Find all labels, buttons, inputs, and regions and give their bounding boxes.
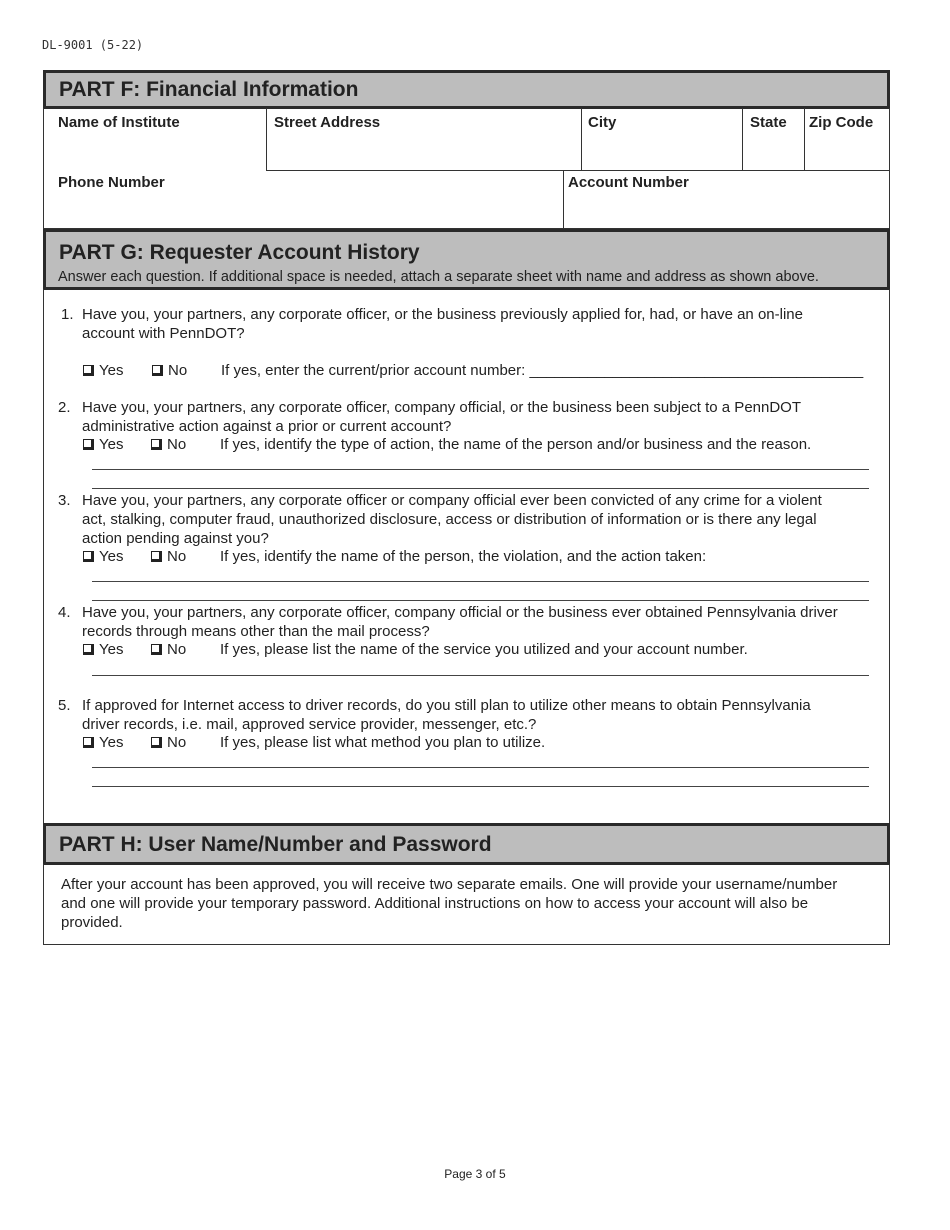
q3-answer-line-2[interactable] bbox=[92, 600, 869, 601]
q2-no-option[interactable]: No bbox=[151, 435, 186, 454]
checkbox-icon bbox=[151, 439, 162, 450]
part-f-header bbox=[43, 70, 890, 109]
street-address-field[interactable]: Street Address bbox=[274, 114, 381, 131]
checkbox-icon bbox=[83, 439, 94, 450]
question-4: 4. Have you, your partners, any corporate officer, company official or the business ever obtained Pennsylvania driver records through means other than the mail process? bbox=[58, 604, 838, 640]
part-g-header bbox=[43, 229, 890, 290]
checkbox-icon bbox=[83, 644, 94, 655]
q2-answer-line-2[interactable] bbox=[92, 488, 869, 489]
part-f-title: PART F: Financial Information bbox=[59, 78, 359, 101]
q4-no-option[interactable]: No bbox=[151, 640, 186, 659]
q3-answer-line-1[interactable] bbox=[92, 581, 869, 582]
checkbox-icon bbox=[151, 551, 162, 562]
q3-no-option[interactable]: No bbox=[151, 547, 186, 566]
question-1: 1. Have you, your partners, any corporate officer, or the business previously applied for, had, or have an on-line account with PennDOT? bbox=[61, 306, 803, 342]
q3-followup: If yes, identify the name of the person, the violation, and the action taken: bbox=[220, 548, 707, 565]
q1-no-option[interactable]: No bbox=[152, 361, 187, 380]
financial-info-table bbox=[43, 108, 890, 230]
part-h-body: After your account has been approved, you will receive two separate emails. One will provide your username/number and one will provide your temporary password. Additional instructions on how to access your account will also be provided. bbox=[43, 864, 890, 945]
part-g-subtitle: Answer each question. If additional space is needed, attach a separate sheet with name and address as shown above. bbox=[58, 269, 819, 285]
part-h-header bbox=[43, 823, 890, 865]
name-of-institute-field[interactable]: Name of Institute bbox=[58, 114, 180, 131]
q2-yes-option[interactable]: Yes bbox=[83, 435, 123, 454]
q5-answer-line-2[interactable] bbox=[92, 786, 869, 787]
q3-yes-option[interactable]: Yes bbox=[83, 547, 123, 566]
q5-yes-option[interactable]: Yes bbox=[83, 733, 123, 752]
zip-code-field[interactable]: Zip Code bbox=[809, 114, 874, 131]
part-g-title: PART G: Requester Account History bbox=[59, 241, 420, 264]
city-field[interactable]: City bbox=[588, 114, 617, 131]
q4-followup: If yes, please list the name of the service you utilized and your account number. bbox=[220, 641, 748, 658]
form-id: DL-9001 (5-22) bbox=[42, 38, 144, 52]
q5-no-option[interactable]: No bbox=[151, 733, 186, 752]
phone-number-field[interactable]: Phone Number bbox=[58, 174, 165, 191]
q1-followup[interactable]: If yes, enter the current/prior account number: ________________________________________ bbox=[221, 362, 864, 379]
q4-answer-line-1[interactable] bbox=[92, 675, 869, 676]
question-2: 2. Have you, your partners, any corporate officer, company official, or the business been subject to a PennDOT administrative action against a prior or current account? bbox=[58, 399, 802, 435]
checkbox-icon bbox=[152, 365, 163, 376]
question-3: 3. Have you, your partners, any corporate officer or company official ever been convicted of any crime for a violent act, stalking, computer fraud, unauthorized disclosure, access or distribution of information or is there any legal action pending against you? bbox=[58, 492, 822, 547]
checkbox-icon bbox=[83, 737, 94, 748]
q5-answer-line-1[interactable] bbox=[92, 767, 869, 768]
checkbox-icon bbox=[83, 551, 94, 562]
account-number-field[interactable]: Account Number bbox=[568, 174, 689, 191]
part-h-title: PART H: User Name/Number and Password bbox=[59, 833, 492, 856]
checkbox-icon bbox=[83, 365, 94, 376]
q4-yes-option[interactable]: Yes bbox=[83, 640, 123, 659]
state-field[interactable]: State bbox=[750, 114, 787, 131]
question-5: 5. If approved for Internet access to driver records, do you still plan to utilize other means to obtain Pennsylvania driver records, i.e. mail, approved service provider, messenger, etc.? bbox=[58, 697, 811, 733]
checkbox-icon bbox=[151, 737, 162, 748]
q2-answer-line-1[interactable] bbox=[92, 469, 869, 470]
q2-followup: If yes, identify the type of action, the name of the person and/or business and the reason. bbox=[220, 436, 812, 453]
q5-followup: If yes, please list what method you plan to utilize. bbox=[220, 734, 546, 751]
page-number: Page 3 of 5 bbox=[444, 1167, 506, 1181]
q1-yes-option[interactable]: Yes bbox=[83, 361, 123, 380]
checkbox-icon bbox=[151, 644, 162, 655]
